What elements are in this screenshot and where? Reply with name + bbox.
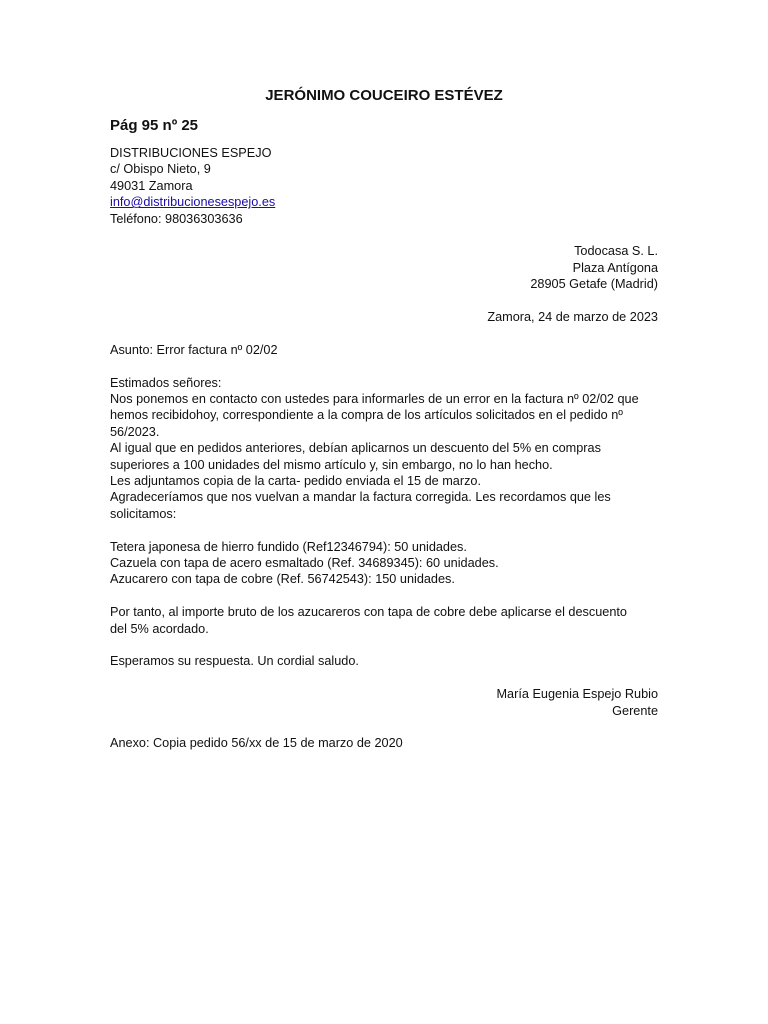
body-line: 56/2023.: [110, 424, 160, 439]
conclusion-line: Por tanto, al importe bruto de los azucareros con tapa de cobre debe aplicarse el descuento: [110, 605, 627, 620]
sender-phone: Teléfono: 98036303636: [110, 211, 243, 226]
document-title: JERÓNIMO COUCEIRO ESTÉVEZ: [265, 87, 503, 104]
page-reference: Pág 95 nº 25: [110, 117, 199, 134]
recipient-name: Todocasa S. L.: [574, 244, 658, 259]
letter-closing: Esperamos su respuesta. Un cordial saludo.: [110, 654, 359, 669]
ordered-item: Tetera japonesa de hierro fundido (Ref12346794): 50 unidades.: [110, 539, 467, 554]
signature-block: [110, 686, 658, 719]
sender-email-link[interactable]: info@distribucionesespejo.es: [110, 195, 276, 210]
conclusion-line: del 5% acordado.: [110, 621, 209, 636]
body-line: Agradeceríamos que nos vuelvan a mandar la factura corregida. Les recordamos que les: [110, 490, 611, 505]
sender-street: c/ Obispo Nieto, 9: [110, 162, 211, 177]
body-line: Al igual que en pedidos anteriores, debían aplicarnos un descuento del 5% en compras: [110, 441, 601, 456]
sender-block: [110, 145, 658, 227]
body-line: hemos recibidohoy, correspondiente a la compra de los artículos solicitados en el pedido nº: [110, 408, 623, 423]
recipient-street: Plaza Antígona: [572, 260, 658, 275]
body-line: superiores a 100 unidades del mismo artículo y, sin embargo, no lo han hecho.: [110, 457, 553, 472]
letter-greeting: Estimados señores:: [110, 375, 222, 390]
letter-content: [110, 86, 658, 752]
signature-role: Gerente: [612, 703, 658, 718]
recipient-city: 28905 Getafe (Madrid): [530, 277, 658, 292]
body-line: Nos ponemos en contacto con ustedes para informarles de un error en la factura nº 02/02 que: [110, 392, 639, 407]
annex-note: Anexo: Copia pedido 56/xx de 15 de marzo de 2020: [110, 736, 403, 751]
body-line: solicitamos:: [110, 506, 177, 521]
body-line: Les adjuntamos copia de la carta- pedido enviada el 15 de marzo.: [110, 474, 481, 489]
signature-name: María Eugenia Espejo Rubio: [496, 687, 658, 702]
sender-company: DISTRIBUCIONES ESPEJO: [110, 146, 272, 160]
ordered-item: Azucarero con tapa de cobre (Ref. 56742543): 150 unidades.: [110, 572, 455, 587]
letter-subject: Asunto: Error factura nº 02/02: [110, 342, 278, 357]
recipient-block: [110, 243, 658, 292]
sender-city: 49031 Zamora: [110, 178, 193, 193]
letter-date: Zamora, 24 de marzo de 2023: [487, 310, 658, 325]
letter-body: [110, 375, 658, 670]
ordered-item: Cazuela con tapa de acero esmaltado (Ref. 34689345): 60 unidades.: [110, 556, 499, 571]
